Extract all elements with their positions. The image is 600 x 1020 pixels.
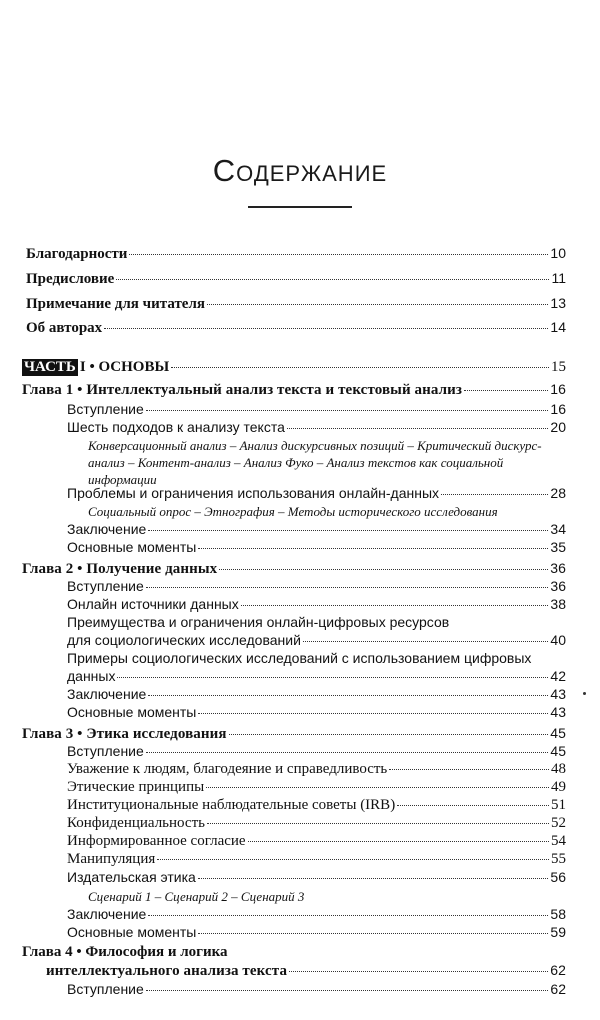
- dot-leader: [287, 428, 549, 429]
- part-title: I • ОСНОВЫ: [79, 359, 170, 375]
- toc-entry-title: Примечание для читателя: [26, 296, 205, 312]
- dot-leader: [198, 878, 549, 879]
- subsection-list: Сценарий 1 – Сценарий 2 – Сценарий 3: [88, 889, 305, 904]
- toc-section[interactable]: [67, 686, 566, 702]
- toc-section[interactable]: [67, 485, 566, 501]
- section-title: Заключение: [67, 686, 147, 702]
- section-title: Манипуляция: [67, 851, 156, 867]
- dot-leader: [248, 841, 549, 842]
- toc-section[interactable]: [67, 419, 566, 435]
- toc-entry-page: 36: [550, 560, 566, 576]
- dot-leader: [219, 569, 548, 570]
- dot-leader: [116, 279, 549, 280]
- section-page: 36: [550, 578, 566, 594]
- subsection-list: Конверсационный анализ – Анализ дискурсивных позиций – Критический дискурс-анализ – Контент-анализ – Анализ Фуко – Анализ текстов как социальной информации: [88, 438, 542, 487]
- section-title: Информированное согласие: [67, 833, 246, 849]
- section-title-line1[interactable]: Преимущества и ограничения онлайн-цифровых ресурсов: [67, 614, 450, 630]
- dot-leader: [148, 695, 548, 696]
- toc-entry-page: 16: [550, 381, 566, 397]
- section-title: Заключение: [67, 906, 147, 922]
- chapter-title-line2: интеллектуального анализа текста: [46, 963, 288, 979]
- chapter-title: Глава 1 • Интеллектуальный анализ текста и текстовый анализ: [22, 382, 463, 398]
- dot-leader: [146, 990, 549, 991]
- dot-leader: [229, 734, 549, 735]
- part-label: ЧАСТЬ: [24, 359, 76, 375]
- toc-entry-authors[interactable]: [26, 319, 566, 337]
- toc-section[interactable]: [67, 596, 566, 612]
- toc-section[interactable]: [67, 704, 566, 720]
- toc-section[interactable]: [67, 797, 566, 814]
- section-title: Вступление: [67, 981, 144, 997]
- toc-entry-page: 13: [550, 295, 566, 311]
- section-page: 45: [550, 743, 566, 759]
- dot-leader: [148, 530, 548, 531]
- toc-entry-reader-note[interactable]: [26, 295, 566, 313]
- toc-section[interactable]: [67, 668, 566, 684]
- toc-section[interactable]: [67, 906, 566, 922]
- section-page: 43: [550, 686, 566, 702]
- section-title: Этические принципы: [67, 779, 205, 795]
- toc-entry-title: Благодарности: [26, 246, 128, 262]
- dot-leader: [464, 390, 548, 391]
- section-page: 20: [550, 419, 566, 435]
- dot-leader: [198, 713, 548, 714]
- section-page: 49: [551, 779, 566, 795]
- chapter-title-line1[interactable]: Глава 4 • Философия и логика: [22, 944, 228, 960]
- toc-section[interactable]: [67, 539, 566, 555]
- toc-chapter-4[interactable]: [46, 962, 566, 980]
- section-page: 48: [551, 761, 566, 777]
- section-page: 42: [550, 668, 566, 684]
- section-page: 51: [551, 797, 566, 813]
- section-title: Вступление: [67, 578, 144, 594]
- toc-entry-page: 62: [550, 962, 566, 978]
- toc-section[interactable]: [67, 981, 566, 997]
- section-page: 16: [550, 401, 566, 417]
- toc-entry-title: Предисловие: [26, 271, 115, 287]
- section-page: 35: [550, 539, 566, 555]
- section-title-line1[interactable]: Примеры социологических исследований с использованием цифровых: [67, 650, 532, 666]
- chapter-title: Глава 2 • Получение данных: [22, 561, 218, 577]
- toc-entry-page: 10: [550, 245, 566, 261]
- dot-leader: [397, 805, 549, 806]
- toc-section[interactable]: [67, 924, 566, 940]
- toc-section[interactable]: [67, 833, 566, 850]
- dot-leader: [441, 494, 548, 495]
- toc-chapter-3[interactable]: [22, 725, 566, 743]
- subsection-list: Социальный опрос – Этнография – Методы исторического исследования: [88, 504, 498, 519]
- margin-speck: [583, 692, 586, 695]
- section-page: 54: [551, 833, 566, 849]
- dot-leader: [389, 769, 549, 770]
- toc-entry-page: 11: [551, 270, 566, 286]
- dot-leader: [241, 605, 549, 606]
- section-title: Онлайн источники данных: [67, 596, 239, 612]
- section-page: 55: [551, 851, 566, 867]
- toc-section[interactable]: [67, 401, 566, 417]
- page-title: Содержание: [212, 153, 388, 188]
- section-page: 43: [550, 704, 566, 720]
- toc-entry-title: Об авторах: [26, 320, 103, 336]
- section-page: 34: [550, 521, 566, 537]
- dot-leader: [148, 915, 548, 916]
- toc-section[interactable]: [67, 815, 566, 832]
- section-title: Основные моменты: [67, 539, 197, 555]
- dot-leader: [198, 933, 548, 934]
- section-title: Проблемы и ограничения использования онлайн-данных: [67, 485, 440, 501]
- section-title: Издательская этика: [67, 869, 196, 885]
- section-page: 56: [550, 869, 566, 885]
- section-page: 38: [550, 596, 566, 612]
- section-page: 40: [550, 632, 566, 648]
- dot-leader: [171, 367, 549, 368]
- dot-leader: [146, 410, 549, 411]
- section-title: Заключение: [67, 521, 147, 537]
- dot-leader: [146, 752, 549, 753]
- dot-leader: [198, 548, 548, 549]
- section-title: Вступление: [67, 401, 144, 417]
- toc-entry-page: 14: [550, 319, 566, 335]
- section-title: Вступление: [67, 743, 144, 759]
- section-title: Уважение к людям, благодеяние и справедливость: [67, 761, 388, 777]
- toc-chapter-1[interactable]: [22, 381, 566, 399]
- dot-leader: [129, 254, 548, 255]
- dot-leader: [146, 587, 549, 588]
- section-title-line2: для социологических исследований: [67, 632, 301, 648]
- dot-leader: [104, 328, 548, 329]
- toc-section[interactable]: [67, 521, 566, 537]
- dot-leader: [206, 787, 549, 788]
- dot-leader: [289, 971, 548, 972]
- dot-leader: [157, 859, 549, 860]
- section-title: Институциональные наблюдательные советы (IRB): [67, 797, 396, 813]
- toc-section[interactable]: [67, 743, 566, 759]
- section-page: 28: [550, 485, 566, 501]
- toc-entry-page: 45: [550, 725, 566, 741]
- toc-entry-acknowledgements[interactable]: [26, 245, 566, 263]
- title-underline: [248, 206, 352, 208]
- section-title: Шесть подходов к анализу текста: [67, 419, 285, 435]
- toc-section[interactable]: [67, 761, 566, 778]
- dot-leader: [303, 641, 549, 642]
- section-title-line2: данных: [67, 668, 116, 684]
- toc-section[interactable]: [67, 779, 566, 796]
- toc-entry-preface[interactable]: [26, 270, 566, 288]
- section-page: 58: [550, 906, 566, 922]
- section-title: Основные моменты: [67, 704, 197, 720]
- section-page: 52: [551, 815, 566, 831]
- toc-entry-page: 15: [551, 359, 566, 375]
- dot-leader: [117, 677, 548, 678]
- toc-part-1[interactable]: [22, 359, 566, 376]
- toc-section[interactable]: [67, 632, 566, 648]
- dot-leader: [207, 823, 549, 824]
- toc-chapter-2[interactable]: [22, 560, 566, 578]
- toc-section[interactable]: [67, 851, 566, 868]
- section-title: Конфиденциальность: [67, 815, 205, 831]
- toc-section[interactable]: [67, 869, 566, 885]
- chapter-title: Глава 3 • Этика исследования: [22, 726, 227, 742]
- toc-section[interactable]: [67, 578, 566, 594]
- dot-leader: [207, 304, 548, 305]
- section-title: Основные моменты: [67, 924, 197, 940]
- section-page: 62: [550, 981, 566, 997]
- section-page: 59: [550, 924, 566, 940]
